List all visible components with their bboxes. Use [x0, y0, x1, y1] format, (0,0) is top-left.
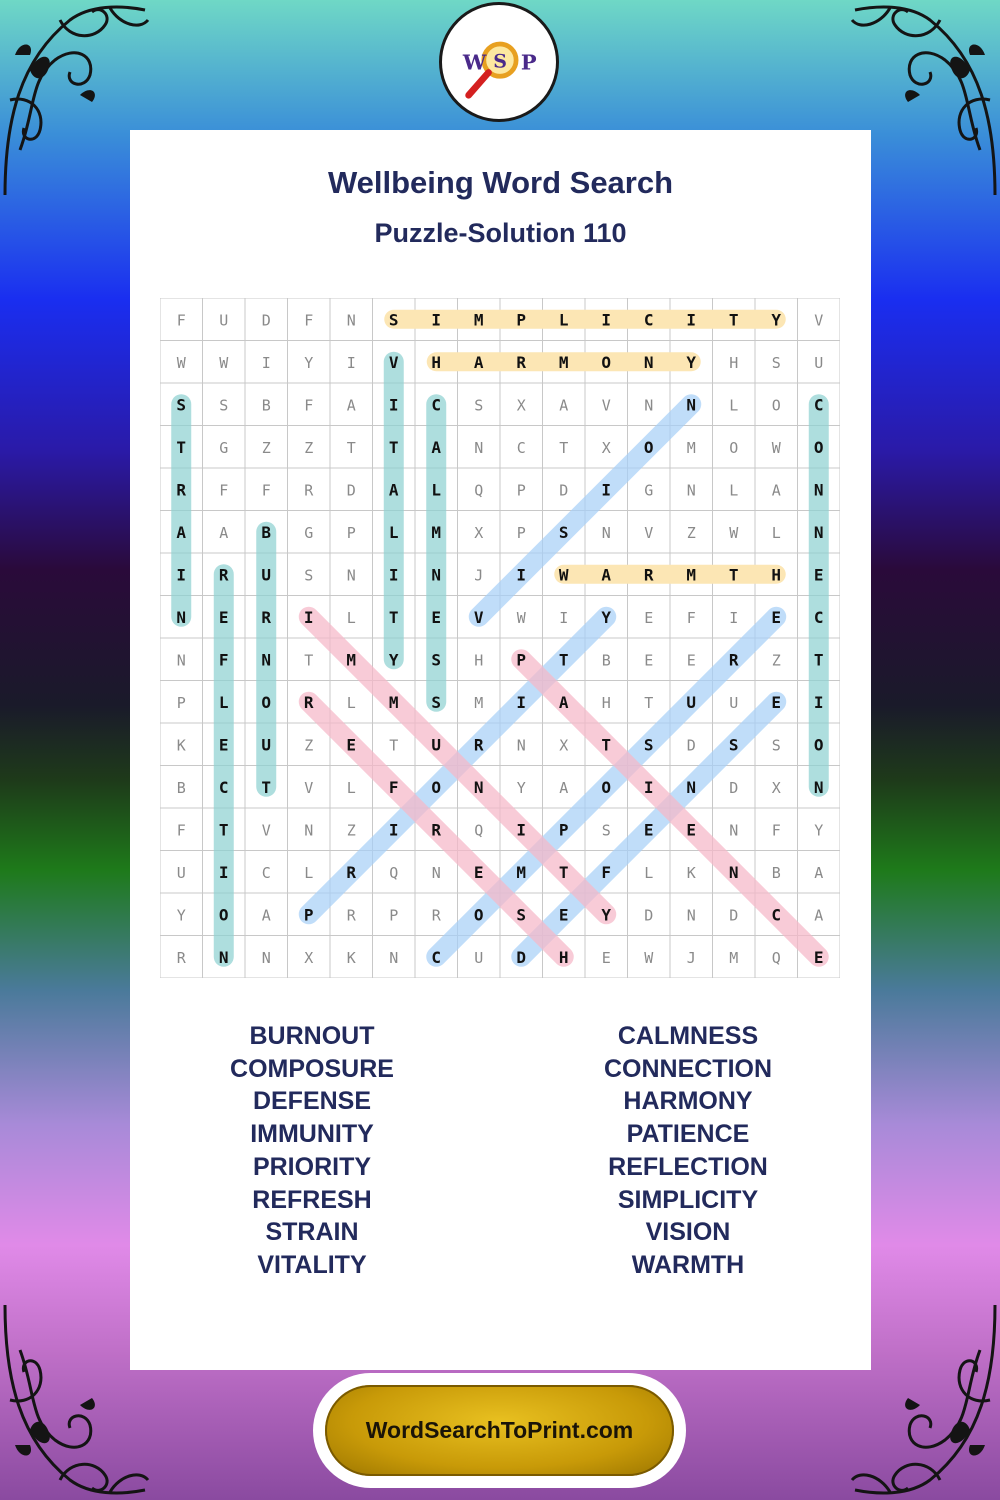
- grid-letter[interactable]: A: [814, 863, 824, 882]
- grid-letter[interactable]: H: [474, 651, 484, 670]
- grid-letter[interactable]: T: [218, 820, 229, 840]
- grid-letter[interactable]: U: [686, 692, 697, 712]
- grid-letter[interactable]: F: [686, 608, 696, 627]
- grid-letter[interactable]: N: [261, 650, 272, 670]
- grid-letter[interactable]: F: [176, 311, 186, 330]
- grid-letter[interactable]: O: [431, 777, 442, 797]
- grid-letter[interactable]: T: [176, 437, 187, 457]
- grid-letter[interactable]: Y: [516, 778, 526, 797]
- grid-letter[interactable]: X: [559, 736, 569, 755]
- word-list-item: IMMUNITY: [250, 1120, 374, 1149]
- grid-letter[interactable]: E: [431, 607, 442, 627]
- grid-letter[interactable]: B: [601, 651, 611, 670]
- grid-letter[interactable]: N: [643, 352, 654, 372]
- word-list-item: BURNOUT: [249, 1022, 375, 1050]
- grid-letter[interactable]: L: [558, 310, 569, 330]
- grid-letter[interactable]: D: [686, 736, 696, 755]
- grid-letter[interactable]: I: [388, 395, 399, 415]
- grid-letter[interactable]: X: [771, 778, 781, 797]
- flourish-icon: [0, 0, 150, 200]
- grid-letter[interactable]: W: [729, 523, 739, 542]
- grid-letter[interactable]: I: [176, 565, 187, 585]
- grid-letter[interactable]: A: [771, 481, 781, 500]
- grid-letter[interactable]: L: [431, 480, 442, 500]
- grid-letter[interactable]: H: [771, 565, 782, 585]
- word-search-grid: [160, 298, 840, 978]
- grid-letter[interactable]: I: [388, 565, 399, 585]
- grid-letter[interactable]: O: [601, 352, 612, 372]
- magnifier-logo-icon: [442, 5, 556, 119]
- grid-letter[interactable]: A: [261, 906, 271, 925]
- grid-letter[interactable]: U: [814, 353, 824, 372]
- grid-letter[interactable]: A: [219, 523, 229, 542]
- grid-letter[interactable]: O: [473, 905, 484, 925]
- grid-letter[interactable]: F: [219, 481, 229, 500]
- corner-ornament-bottom-left: [0, 1300, 150, 1500]
- grid-letter[interactable]: R: [516, 352, 527, 372]
- site-link-label: WordSearchToPrint.com: [365, 1417, 634, 1443]
- grid-letter[interactable]: W: [558, 565, 569, 585]
- grid-letter[interactable]: U: [261, 565, 272, 585]
- grid-letter[interactable]: U: [729, 693, 739, 712]
- grid-letter[interactable]: Y: [176, 906, 186, 925]
- word-list-item: CALMNESS: [617, 1022, 759, 1050]
- grid-letter[interactable]: M: [473, 310, 484, 330]
- grid-letter[interactable]: V: [644, 523, 654, 542]
- grid-letter[interactable]: Y: [771, 310, 782, 330]
- grid-letter[interactable]: C: [218, 777, 229, 797]
- grid-letter[interactable]: E: [643, 820, 654, 840]
- grid-letter[interactable]: M: [686, 565, 697, 585]
- grid-letter[interactable]: M: [558, 352, 569, 372]
- grid-letter[interactable]: U: [431, 735, 442, 755]
- grid-letter[interactable]: Q: [474, 481, 484, 500]
- grid-letter[interactable]: L: [729, 481, 739, 500]
- grid-letter[interactable]: R: [643, 565, 654, 585]
- grid-letter[interactable]: M: [516, 862, 527, 882]
- grid-letter[interactable]: I: [516, 692, 527, 712]
- grid-letter[interactable]: E: [473, 862, 484, 882]
- grid-letter[interactable]: A: [558, 692, 569, 712]
- grid-letter[interactable]: V: [814, 311, 824, 330]
- site-link-pill: [325, 1385, 674, 1476]
- grid-letter[interactable]: W: [771, 438, 781, 457]
- grid-letter[interactable]: C: [643, 310, 654, 330]
- grid-letter[interactable]: B: [261, 522, 272, 542]
- grid-letter[interactable]: P: [516, 481, 526, 500]
- corner-ornament-bottom-right: [850, 1300, 1000, 1500]
- grid-letter[interactable]: V: [601, 396, 611, 415]
- site-logo[interactable]: [439, 2, 559, 122]
- grid-letter[interactable]: C: [813, 607, 824, 627]
- logo-letter-w: W: [462, 49, 487, 75]
- word-list-item: WARMTH: [631, 1250, 745, 1279]
- grid-letter[interactable]: R: [304, 481, 314, 500]
- grid-letter[interactable]: N: [474, 438, 484, 457]
- grid-letter[interactable]: R: [261, 607, 272, 627]
- grid-letter[interactable]: R: [303, 692, 314, 712]
- corner-ornament-top-right: [850, 0, 1000, 200]
- grid-letter[interactable]: L: [388, 522, 399, 542]
- grid-letter[interactable]: N: [431, 565, 442, 585]
- grid-letter[interactable]: Q: [771, 948, 781, 967]
- grid-letter[interactable]: A: [601, 565, 612, 585]
- grid-letter[interactable]: A: [388, 480, 399, 500]
- grid-letter[interactable]: O: [601, 777, 612, 797]
- grid-letter[interactable]: N: [686, 777, 697, 797]
- grid-letter[interactable]: S: [558, 522, 569, 542]
- grid-letter[interactable]: M: [388, 692, 399, 712]
- grid-letter[interactable]: E: [686, 651, 696, 670]
- grid-letter[interactable]: T: [644, 693, 654, 712]
- grid-letter[interactable]: X: [304, 948, 314, 967]
- grid-letter[interactable]: N: [686, 481, 696, 500]
- word-list-item: CONNECTION: [603, 1054, 773, 1083]
- grid-letter[interactable]: R: [431, 906, 441, 925]
- grid-letter[interactable]: A: [431, 437, 442, 457]
- grid-letter[interactable]: I: [261, 353, 271, 372]
- grid-letter[interactable]: P: [558, 820, 569, 840]
- grid-letter[interactable]: J: [474, 566, 484, 585]
- grid-letter[interactable]: M: [729, 948, 739, 967]
- grid-letter[interactable]: M: [686, 438, 696, 457]
- grid-canvas: [160, 298, 840, 978]
- grid-letter[interactable]: D: [261, 311, 271, 330]
- grid-letter[interactable]: I: [516, 565, 527, 585]
- grid-letter[interactable]: G: [304, 523, 314, 542]
- grid-letter[interactable]: N: [644, 396, 654, 415]
- grid-letter[interactable]: R: [346, 862, 357, 882]
- grid-letter[interactable]: H: [558, 947, 569, 967]
- grid-letter[interactable]: O: [813, 437, 824, 457]
- grid-letter[interactable]: P: [176, 693, 186, 712]
- grid-letter[interactable]: L: [346, 608, 356, 627]
- grid-letter[interactable]: Q: [389, 863, 399, 882]
- grid-letter[interactable]: E: [771, 692, 782, 712]
- grid-letter[interactable]: A: [346, 396, 356, 415]
- grid-letter[interactable]: V: [388, 352, 399, 372]
- grid-letter[interactable]: J: [686, 948, 696, 967]
- grid-letter[interactable]: V: [304, 778, 314, 797]
- grid-letter[interactable]: K: [176, 736, 186, 755]
- grid-letter[interactable]: S: [728, 735, 739, 755]
- grid-letter[interactable]: H: [601, 693, 611, 712]
- grid-letter[interactable]: T: [346, 438, 356, 457]
- grid-letter[interactable]: N: [813, 480, 824, 500]
- puzzle-card: [130, 130, 871, 1370]
- word-list-item: SIMPLICITY: [617, 1185, 759, 1214]
- grid-letter[interactable]: V: [473, 607, 484, 627]
- word-list-item: HARMONY: [623, 1087, 753, 1116]
- grid-letter[interactable]: L: [771, 523, 781, 542]
- grid-letter[interactable]: P: [516, 310, 527, 330]
- grid-letter[interactable]: T: [728, 310, 739, 330]
- grid-letter[interactable]: N: [176, 607, 187, 627]
- grid-letter[interactable]: E: [644, 608, 654, 627]
- grid-letter[interactable]: N: [346, 311, 356, 330]
- grid-letter[interactable]: R: [728, 650, 739, 670]
- grid-letter[interactable]: O: [218, 905, 229, 925]
- grid-letter[interactable]: T: [388, 437, 399, 457]
- grid-letter[interactable]: Q: [474, 821, 484, 840]
- grid-letter[interactable]: E: [218, 735, 229, 755]
- grid-letter[interactable]: N: [431, 863, 441, 882]
- grid-letter[interactable]: Z: [771, 651, 781, 670]
- page-title: Wellbeing Word Search: [327, 165, 674, 200]
- flourish-icon: [850, 0, 1000, 200]
- grid-letter[interactable]: V: [261, 821, 271, 840]
- grid-letter[interactable]: Y: [601, 607, 612, 627]
- grid-letter[interactable]: U: [261, 735, 272, 755]
- grid-letter[interactable]: C: [431, 395, 442, 415]
- grid-letter[interactable]: I: [346, 353, 356, 372]
- grid-letter[interactable]: O: [813, 735, 824, 755]
- grid-letter[interactable]: N: [601, 523, 611, 542]
- grid-letter[interactable]: N: [686, 906, 696, 925]
- grid-letter[interactable]: T: [558, 862, 569, 882]
- grid-letter[interactable]: N: [176, 651, 186, 670]
- logo-letter-p: P: [520, 49, 537, 75]
- grid-letter[interactable]: I: [601, 310, 612, 330]
- grid-letter[interactable]: I: [431, 310, 442, 330]
- grid-letter[interactable]: U: [219, 311, 229, 330]
- grid-letter[interactable]: T: [388, 607, 399, 627]
- grid-letter[interactable]: S: [643, 735, 654, 755]
- grid-letter[interactable]: T: [261, 777, 272, 797]
- grid-letter[interactable]: D: [559, 481, 569, 500]
- grid-letter[interactable]: R: [473, 735, 484, 755]
- word-list-item: VISION: [645, 1218, 731, 1247]
- grid-letter[interactable]: A: [814, 906, 824, 925]
- grid-letter[interactable]: D: [729, 778, 739, 797]
- grid-letter[interactable]: D: [729, 906, 739, 925]
- grid-letter[interactable]: T: [304, 651, 314, 670]
- grid-letter[interactable]: Y: [686, 352, 697, 372]
- grid-letter[interactable]: P: [346, 523, 356, 542]
- grid-letter[interactable]: F: [176, 821, 186, 840]
- word-list-item: STRAIN: [265, 1218, 359, 1247]
- grid-letter[interactable]: G: [219, 438, 229, 457]
- grid-letter[interactable]: E: [686, 820, 697, 840]
- grid-letter[interactable]: L: [346, 693, 356, 712]
- grid-letter[interactable]: P: [516, 523, 526, 542]
- grid-letter[interactable]: P: [389, 906, 399, 925]
- word-list-item: REFLECTION: [608, 1152, 768, 1181]
- grid-letter[interactable]: Z: [304, 736, 314, 755]
- grid-letter[interactable]: R: [346, 906, 356, 925]
- grid-letter[interactable]: T: [813, 650, 824, 670]
- grid-letter[interactable]: H: [729, 353, 739, 372]
- flourish-icon: [0, 1300, 150, 1500]
- grid-letter[interactable]: M: [474, 693, 484, 712]
- grid-letter[interactable]: E: [218, 607, 229, 627]
- grid-letter[interactable]: O: [729, 438, 739, 457]
- word-list-right: [538, 1020, 838, 1282]
- puzzle-subtitle: Puzzle-Solution 110: [374, 218, 627, 248]
- grid-letter[interactable]: K: [686, 863, 696, 882]
- grid-letter[interactable]: E: [813, 947, 824, 967]
- grid-letter[interactable]: F: [261, 481, 271, 500]
- grid-letter[interactable]: X: [516, 396, 526, 415]
- grid-letter[interactable]: Z: [261, 438, 271, 457]
- grid-letter[interactable]: E: [771, 607, 782, 627]
- grid-letter[interactable]: M: [346, 650, 357, 670]
- grid-letter[interactable]: M: [431, 522, 442, 542]
- grid-letter[interactable]: B: [261, 396, 271, 415]
- flourish-icon: [850, 1300, 1000, 1500]
- grid-letter[interactable]: N: [813, 777, 824, 797]
- grid-letter[interactable]: R: [176, 948, 186, 967]
- word-list-item: DEFENSE: [252, 1087, 372, 1116]
- grid-letter[interactable]: N: [729, 821, 739, 840]
- word-list-item: VITALITY: [257, 1250, 367, 1279]
- word-list-item: PRIORITY: [252, 1152, 372, 1181]
- grid-letter[interactable]: I: [729, 608, 739, 627]
- grid-letter[interactable]: C: [261, 863, 271, 882]
- grid-letter[interactable]: Z: [686, 523, 696, 542]
- grid-letter[interactable]: Y: [601, 905, 612, 925]
- grid-letter[interactable]: S: [388, 310, 399, 330]
- grid-letter[interactable]: Y: [814, 821, 824, 840]
- grid-letter[interactable]: F: [771, 821, 781, 840]
- grid-letter[interactable]: K: [346, 948, 356, 967]
- grid-letter[interactable]: N: [516, 736, 526, 755]
- grid-letter[interactable]: E: [644, 651, 654, 670]
- grid-letter[interactable]: T: [389, 736, 399, 755]
- grid-letter[interactable]: C: [813, 395, 824, 415]
- grid-letter[interactable]: S: [219, 396, 229, 415]
- grid-letter[interactable]: A: [176, 522, 187, 542]
- grid-letter[interactable]: I: [643, 777, 654, 797]
- grid-letter[interactable]: I: [686, 310, 697, 330]
- grid-letter[interactable]: S: [771, 736, 781, 755]
- grid-letter[interactable]: S: [516, 905, 527, 925]
- grid-letter[interactable]: Y: [388, 650, 399, 670]
- grid-letter[interactable]: Z: [304, 438, 314, 457]
- grid-letter[interactable]: W: [219, 353, 229, 372]
- grid-letter[interactable]: S: [304, 566, 314, 585]
- grid-letter[interactable]: E: [601, 948, 611, 967]
- grid-letter[interactable]: C: [516, 438, 526, 457]
- grid-letter[interactable]: I: [601, 480, 612, 500]
- grid-letter[interactable]: T: [559, 438, 569, 457]
- grid-letter[interactable]: A: [559, 396, 569, 415]
- grid-letter[interactable]: F: [601, 862, 612, 882]
- grid-letter[interactable]: P: [303, 905, 314, 925]
- grid-letter[interactable]: W: [176, 353, 186, 372]
- grid-letter[interactable]: X: [601, 438, 611, 457]
- word-list-left: [162, 1020, 462, 1282]
- grid-letter[interactable]: F: [218, 650, 229, 670]
- grid-letter[interactable]: T: [558, 650, 569, 670]
- grid-letter[interactable]: R: [218, 565, 229, 585]
- grid-letter[interactable]: C: [431, 947, 442, 967]
- grid-letter[interactable]: L: [729, 396, 739, 415]
- grid-letter[interactable]: B: [176, 778, 186, 797]
- grid-letter[interactable]: I: [813, 692, 824, 712]
- word-list-item: COMPOSURE: [230, 1054, 394, 1083]
- grid-letter[interactable]: O: [643, 437, 654, 457]
- grid-letter[interactable]: N: [813, 522, 824, 542]
- grid-letter[interactable]: G: [644, 481, 654, 500]
- grid-letter[interactable]: B: [771, 863, 781, 882]
- logo-letter-s: S: [493, 50, 508, 73]
- grid-letter[interactable]: R: [176, 480, 187, 500]
- grid-letter[interactable]: S: [771, 353, 781, 372]
- site-link-button[interactable]: [313, 1373, 686, 1488]
- grid-letter[interactable]: E: [813, 565, 824, 585]
- grid-letter[interactable]: L: [346, 778, 356, 797]
- grid-letter[interactable]: P: [516, 650, 527, 670]
- grid-letter[interactable]: E: [346, 735, 357, 755]
- grid-letter[interactable]: T: [601, 735, 612, 755]
- grid-letter[interactable]: S: [431, 692, 442, 712]
- grid-letter[interactable]: D: [644, 906, 654, 925]
- grid-letter[interactable]: X: [474, 523, 484, 542]
- grid-letter[interactable]: N: [218, 947, 229, 967]
- grid-letter[interactable]: W: [516, 608, 526, 627]
- grid-letter[interactable]: L: [218, 692, 229, 712]
- grid-letter[interactable]: I: [218, 862, 229, 882]
- grid-letter[interactable]: N: [728, 862, 739, 882]
- grid-letter[interactable]: E: [558, 905, 569, 925]
- grid-letter[interactable]: U: [176, 863, 186, 882]
- grid-letter[interactable]: Z: [346, 821, 356, 840]
- grid-letter[interactable]: U: [474, 948, 484, 967]
- grid-letter[interactable]: I: [559, 608, 569, 627]
- grid-letter[interactable]: I: [388, 820, 399, 840]
- grid-letter[interactable]: N: [389, 948, 399, 967]
- grid-letter[interactable]: L: [644, 863, 654, 882]
- corner-ornament-top-left: [0, 0, 150, 200]
- grid-letter[interactable]: A: [559, 778, 569, 797]
- grid-letter[interactable]: C: [771, 905, 782, 925]
- grid-letter[interactable]: Y: [304, 353, 314, 372]
- grid-letter[interactable]: O: [261, 692, 272, 712]
- grid-letter[interactable]: N: [261, 948, 271, 967]
- grid-letter[interactable]: I: [303, 607, 314, 627]
- grid-letter[interactable]: S: [474, 396, 484, 415]
- grid-letter[interactable]: A: [473, 352, 484, 372]
- grid-letter[interactable]: N: [686, 395, 697, 415]
- grid-letter[interactable]: S: [601, 821, 611, 840]
- grid-letter[interactable]: O: [771, 396, 781, 415]
- grid-letter[interactable]: W: [644, 948, 654, 967]
- grid-letter[interactable]: S: [176, 395, 187, 415]
- grid-letter[interactable]: F: [304, 311, 314, 330]
- grid-letter[interactable]: I: [516, 820, 527, 840]
- grid-letter[interactable]: N: [304, 821, 314, 840]
- grid-letter[interactable]: T: [728, 565, 739, 585]
- grid-letter[interactable]: N: [346, 566, 356, 585]
- word-list-item: REFRESH: [252, 1185, 372, 1214]
- grid-letter[interactable]: S: [431, 650, 442, 670]
- grid-letter[interactable]: D: [346, 481, 356, 500]
- word-list-item: PATIENCE: [626, 1120, 750, 1149]
- grid-letter[interactable]: R: [431, 820, 442, 840]
- grid-letter[interactable]: F: [388, 777, 399, 797]
- grid-letter[interactable]: L: [304, 863, 314, 882]
- grid-letter[interactable]: D: [516, 947, 527, 967]
- grid-letter[interactable]: N: [473, 777, 484, 797]
- grid-letter[interactable]: F: [304, 396, 314, 415]
- grid-letter[interactable]: H: [431, 352, 442, 372]
